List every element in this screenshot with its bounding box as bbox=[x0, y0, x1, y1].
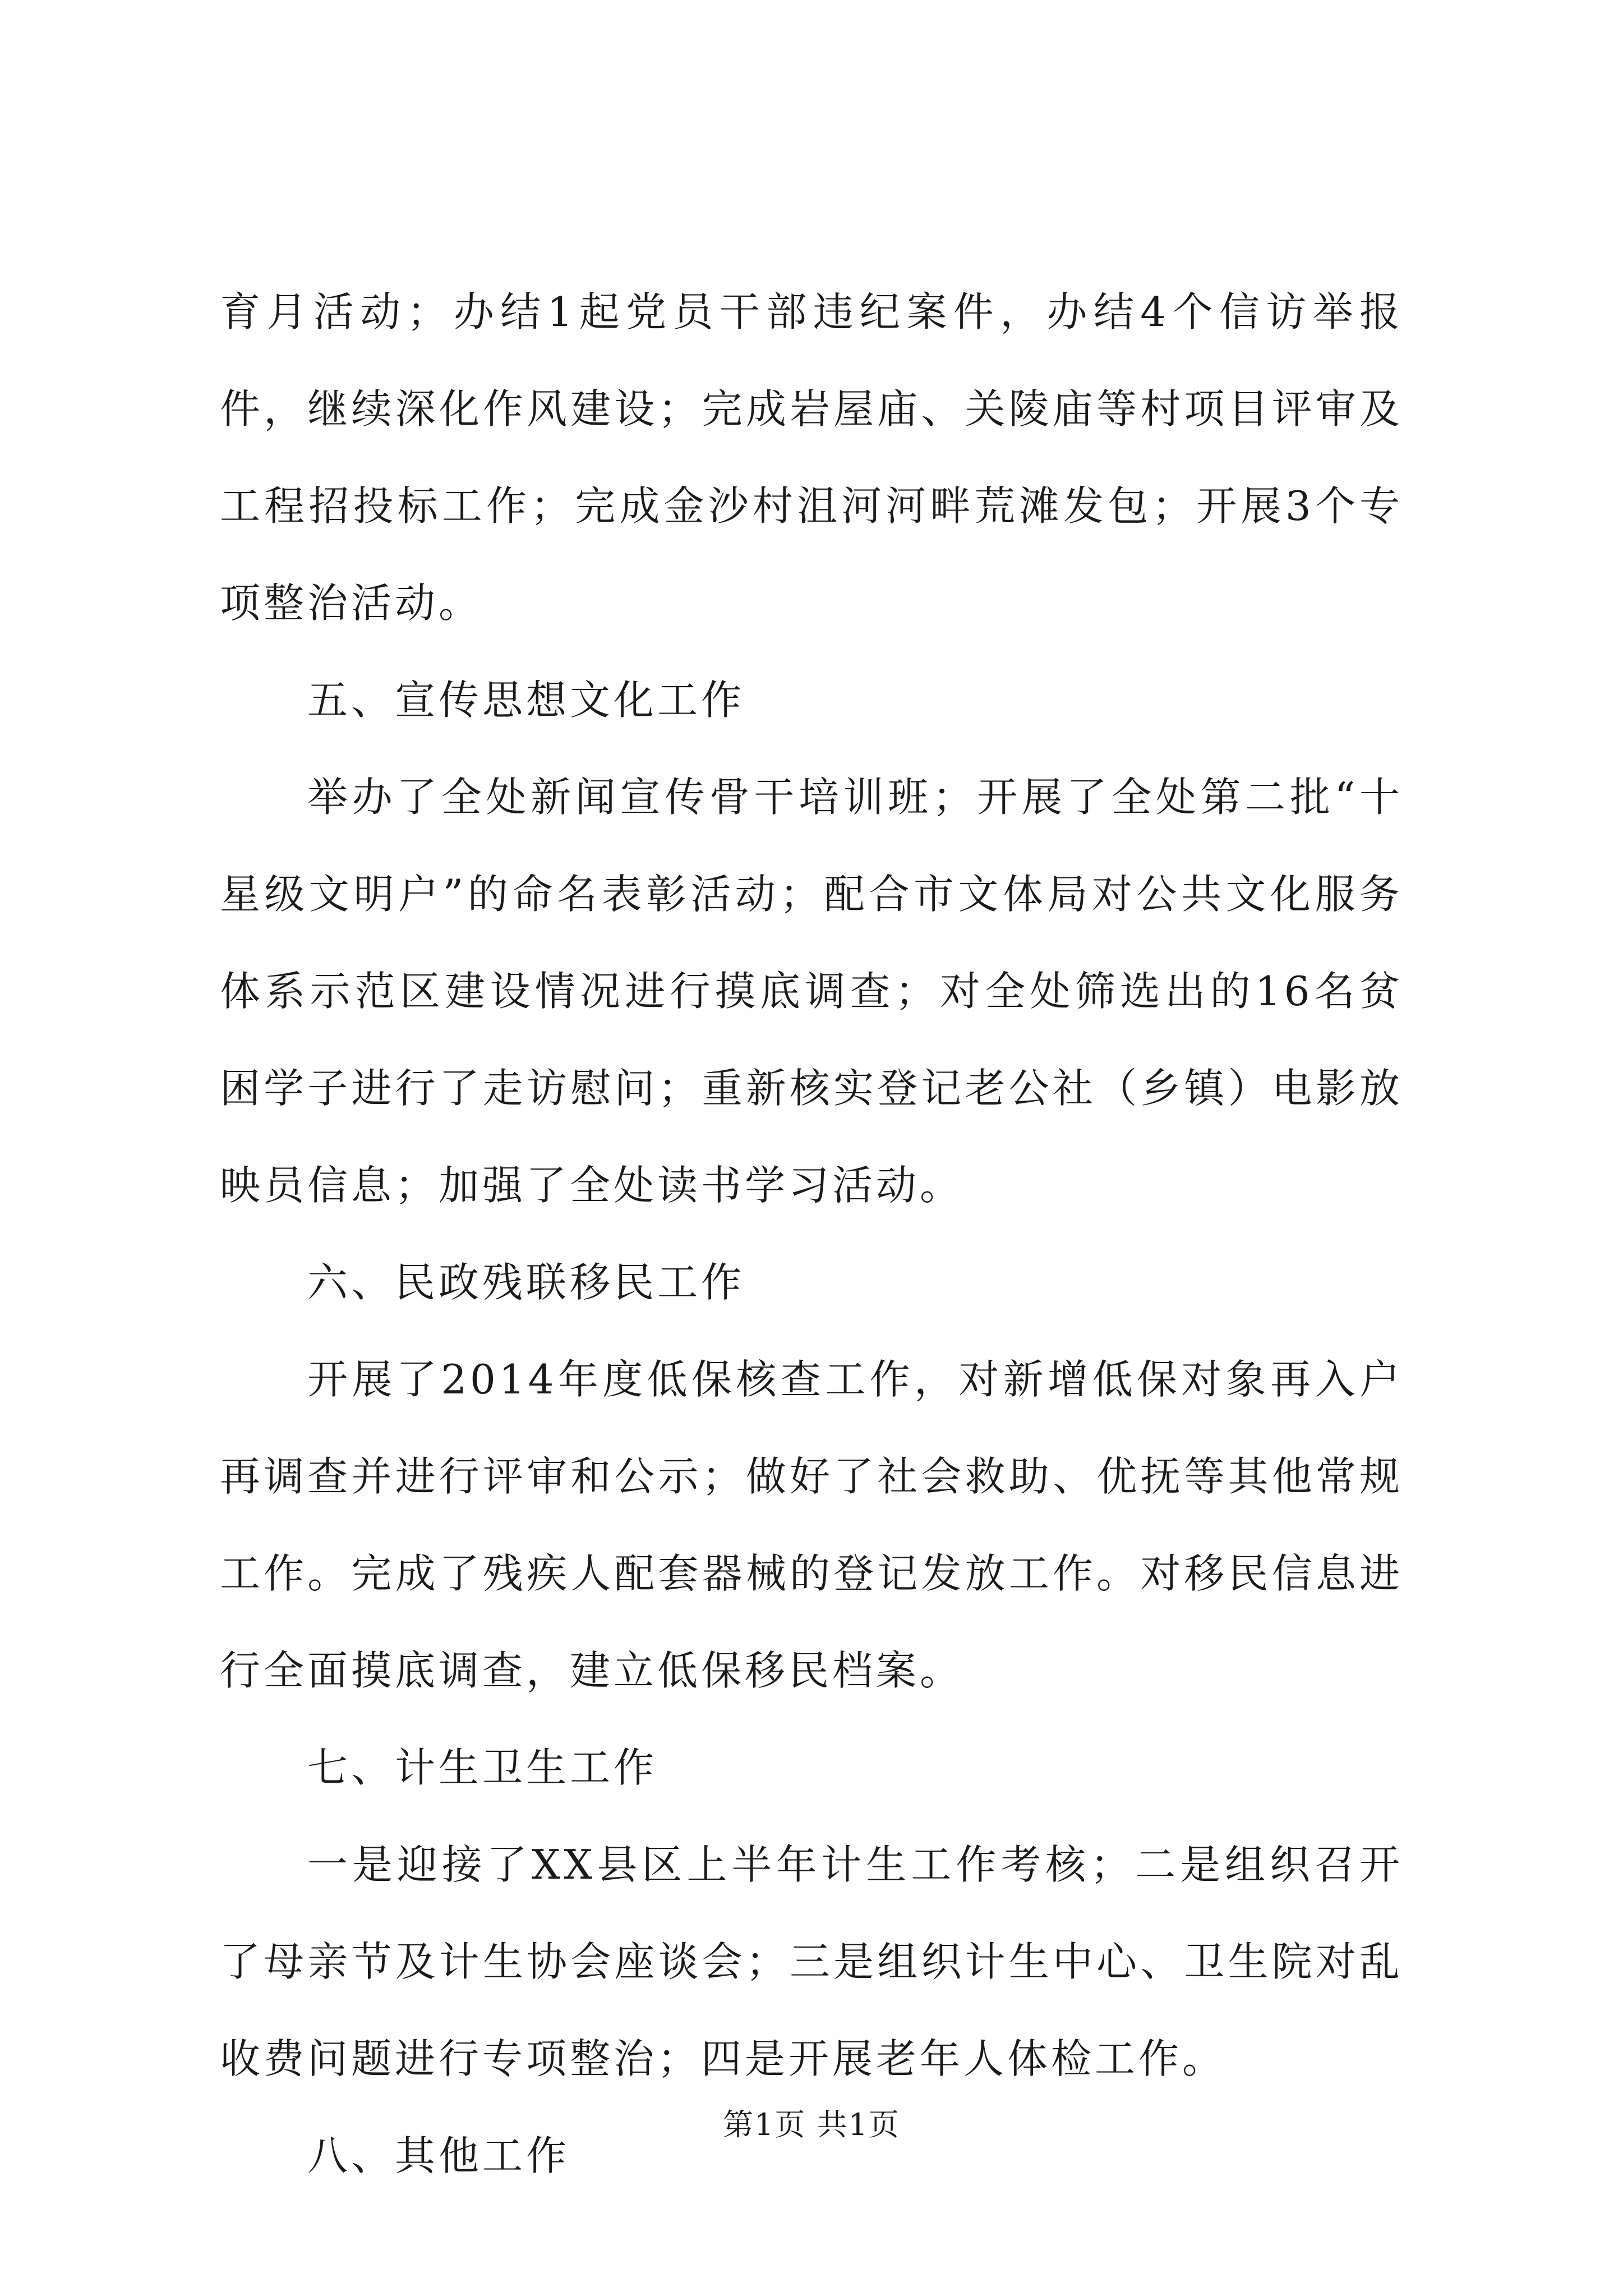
page-footer: 第1页 共1页 bbox=[723, 2107, 900, 2142]
paragraph-civil-affairs: 开展了2014年度低保核查工作，对新增低保对象再入户再调查并进行评审和公示；做好了社会救助、优抚等其他常规工作。完成了残疾人配套器械的登记发放工作。对移民信息进行全面摸底调查，建立低保移民档案。 bbox=[220, 1356, 1403, 1694]
document-body bbox=[220, 264, 1403, 2205]
section-heading-5: 五、宣传思想文化工作 bbox=[307, 677, 745, 724]
section-heading-6: 六、民政残联移民工作 bbox=[307, 1259, 745, 1306]
section-heading-8: 八、其他工作 bbox=[307, 2132, 570, 2179]
section-heading-7: 七、计生卫生工作 bbox=[307, 1744, 658, 1791]
paragraph-continued: 育月活动；办结1起党员干部违纪案件，办结4个信访举报件，继续深化作风建设；完成岩屋庙、关陵庙等村项目评审及工程招投标工作；完成金沙村沮河河畔荒滩发包；开展3个专项整治活动。 bbox=[220, 288, 1403, 627]
paragraph-family-planning: 一是迎接了XX县区上半年计生工作考核；二是组织召开了母亲节及计生协会座谈会；三是组织计生中心、卫生院对乱收费问题进行专项整治；四是开展老年人体检工作。 bbox=[220, 1841, 1403, 2082]
paragraph-publicity: 举办了全处新闻宣传骨干培训班；开展了全处第二批“十星级文明户”的命名表彰活动；配合市文体局对公共文化服务体系示范区建设情况进行摸底调查；对全处筛选出的16名贫困学子进行了走访慰问；重新核实登记老公社（乡镇）电影放映员信息；加强了全处读书学习活动。 bbox=[220, 774, 1403, 1209]
